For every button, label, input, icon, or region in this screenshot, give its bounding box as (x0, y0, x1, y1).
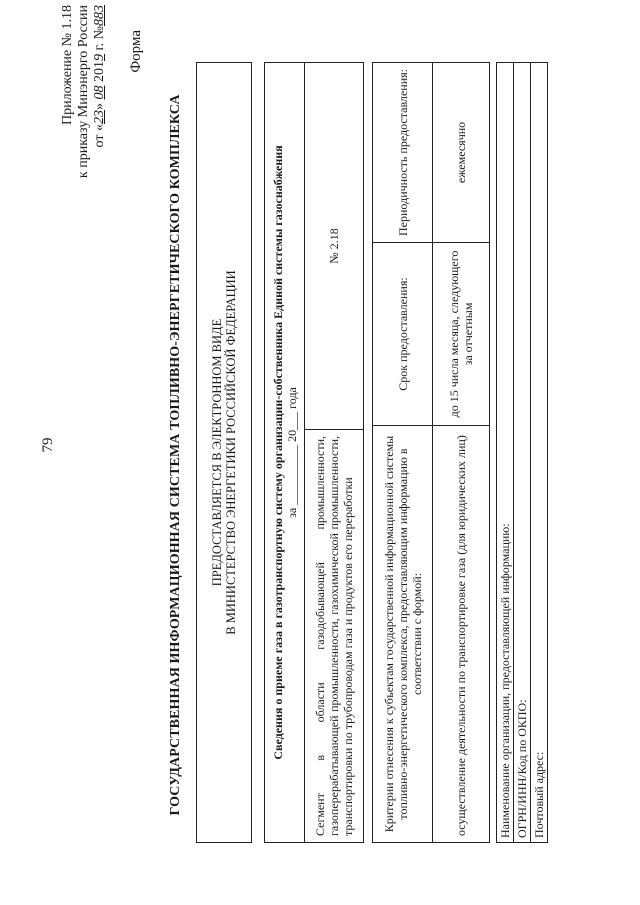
form-number-cell: № 2.18 (305, 63, 364, 430)
submit-line-2: В МИНИСТЕРСТВО ЭНЕРГЕТИКИ РОССИЙСКОЙ ФЕДЕРАЦИИ (224, 270, 238, 635)
appendix-year-digit: 9 (92, 54, 107, 62)
appendix-block (60, 5, 108, 205)
info-title-cell (265, 63, 305, 843)
submit-box (196, 62, 252, 843)
appendix-number: 883 (92, 5, 107, 26)
appendix-title: Приложение № 1.18 (60, 5, 75, 125)
page-number: 79 (40, 437, 56, 453)
periodicity-value: ежемесячно (433, 63, 490, 243)
periodicity-header: Периодичность предоставления: (373, 63, 433, 243)
submit-box-cell (197, 63, 252, 843)
org-name-field[interactable]: Наименование организации, предоставляющей информацию: (497, 63, 514, 843)
org-address-field[interactable]: Почтовый адрес: (531, 63, 548, 843)
deadline-value: до 15 числа месяца, следующего за отчетным (433, 243, 490, 426)
criteria-header: Критерии отнесения к субъектам государственной информационной системы топливно-энергетического комплекса, предоставляющим информацию в соответствии с формой: (373, 426, 433, 843)
submit-line-1: ПРЕДОСТАВЛЯЕТСЯ В ЭЛЕКТРОННОМ ВИДЕ (210, 318, 224, 587)
criteria-value: осуществление деятельности по транспортировке газа (для юридических лиц) (433, 426, 490, 843)
info-title: Сведения о приеме газа в газотранспортную систему организации-собственника Единой системы газоснабжения (270, 145, 285, 760)
system-title: ГОСУДАРСТВЕННАЯ ИНФОРМАЦИОННАЯ СИСТЕМА ТОПЛИВНО-ЭНЕРГЕТИЧЕСКОГО КОМПЛЕКСА (168, 94, 183, 816)
org-table (496, 62, 548, 843)
deadline-header: Срок предоставления: (373, 243, 433, 426)
appendix-month: 08 (92, 85, 107, 100)
appendix-date: от «23» 08 2019 г. №883 (92, 5, 107, 148)
info-table (264, 62, 364, 843)
info-period: за __________ 20___ года (284, 387, 299, 518)
criteria-table (372, 62, 490, 843)
form-label: Форма (128, 30, 144, 73)
appendix-order: к приказу Минэнерго России (76, 5, 91, 179)
appendix-day: 23 (92, 110, 107, 125)
org-ids-field[interactable]: ОГРН/ИНН/Код по ОКПО: (514, 63, 531, 843)
segment-cell: Сегмент в области газодобывающей промышленности, газоперерабатывающей промышленности, газохимической промышленности, транспортировки по трубопроводам газа и продуктов его переработки (305, 430, 364, 843)
